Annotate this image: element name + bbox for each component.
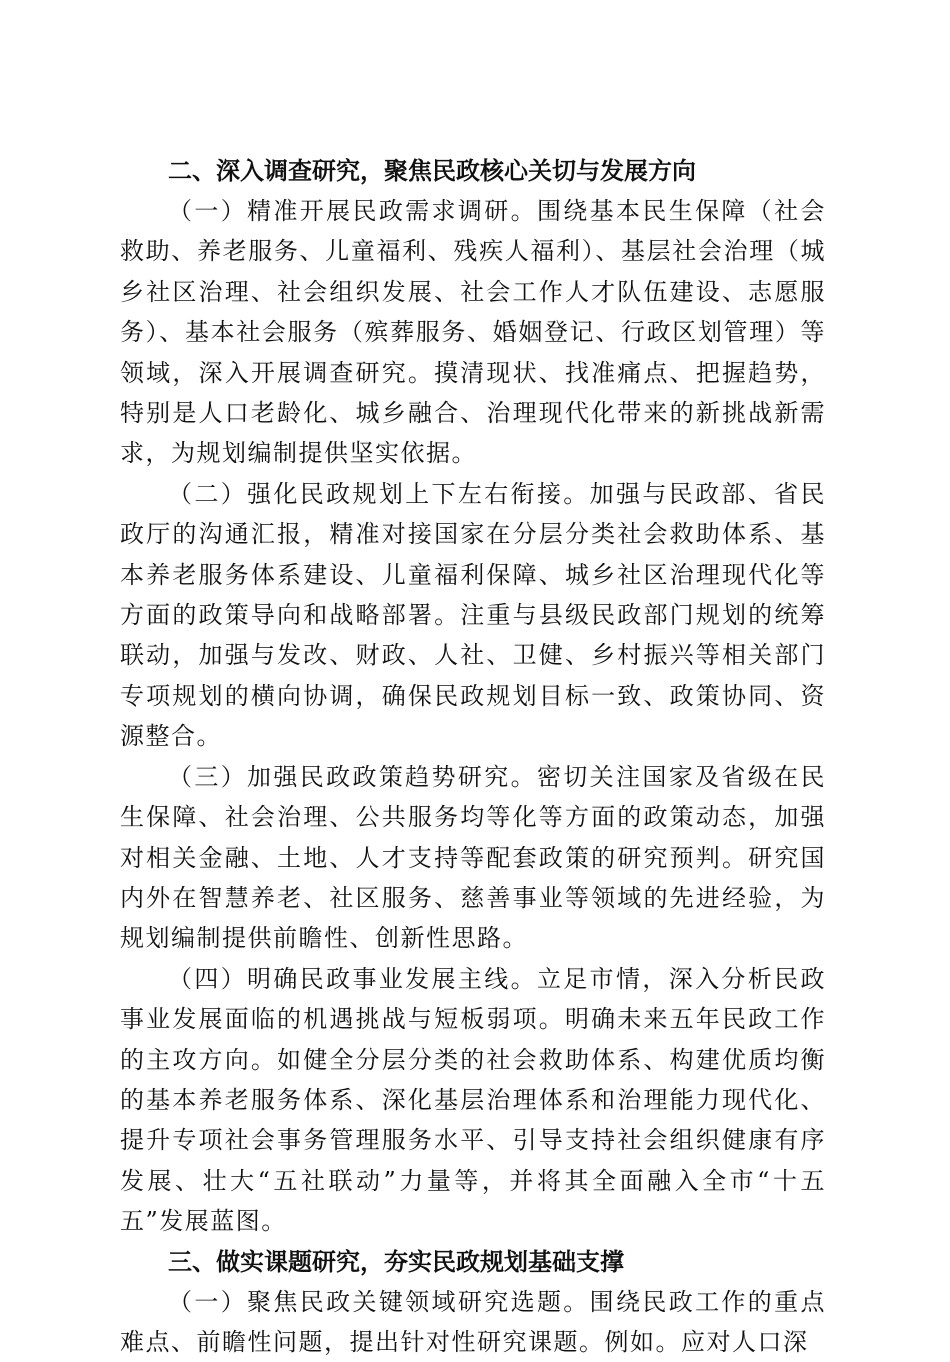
paragraph-2-2: （二）强化民政规划上下左右衔接。加强与民政部、省民政厅的沟通汇报，精准对接国家在分层分类社会救助体系、基本养老服务体系建设、儿童福利保障、城乡社区治理现代化等方面的政策导向和战略部署。注重与县级民政部门规划的统筹联动，加强与发改、财政、人社、卫健、乡村振兴等相关部门专项规划的横向协调，确保民政规划目标一致、政策协同、资源整合。 <box>120 479 826 751</box>
paragraph-2-3: （三）加强民政政策趋势研究。密切关注国家及省级在民生保障、社会治理、公共服务均等化等方面的政策动态，加强对相关金融、土地、人才支持等配套政策的研究预判。研究国内外在智慧养老、社区服务、慈善事业等领域的先进经验，为规划编制提供前瞻性、创新性思路。 <box>120 762 826 953</box>
document-body <box>120 151 826 1362</box>
section-heading-3: 三、做实课题研究，夯实民政规划基础支撑 <box>168 1247 624 1276</box>
paragraph-3-1: （一）聚焦民政关键领域研究选题。围绕民政工作的重点难点、前瞻性问题，提出针对性研究课题。例如。应对人口深 <box>120 1287 826 1356</box>
section-heading-2: 二、深入调查研究，聚焦民政核心关切与发展方向 <box>168 157 696 185</box>
paragraph-2-4: （四）明确民政事业发展主线。立足市情，深入分析民政事业发展面临的机遇挑战与短板弱项。明确未来五年民政工作的主攻方向。如健全分层分类的社会救助体系、构建优质均衡的基本养老服务体系、深化基层治理体系和治理能力现代化、提升专项社会事务管理服务水平、引导支持社会组织健康有序发展、壮大“五社联动”力量等，并将其全面融入全市“十五五”发展蓝图。 <box>120 964 826 1236</box>
paragraph-2-1: （一）精准开展民政需求调研。围绕基本民生保障（社会救助、养老服务、儿童福利、残疾人福利）、基层社会治理（城乡社区治理、社会组织发展、社会工作人才队伍建设、志愿服务）、基本社会服务（殡葬服务、婚姻登记、行政区划管理）等领域，深入开展调查研究。摸清现状、找准痛点、把握趋势，特别是人口老龄化、城乡融合、治理现代化带来的新挑战新需求，为规划编制提供坚实依据。 <box>120 197 826 468</box>
